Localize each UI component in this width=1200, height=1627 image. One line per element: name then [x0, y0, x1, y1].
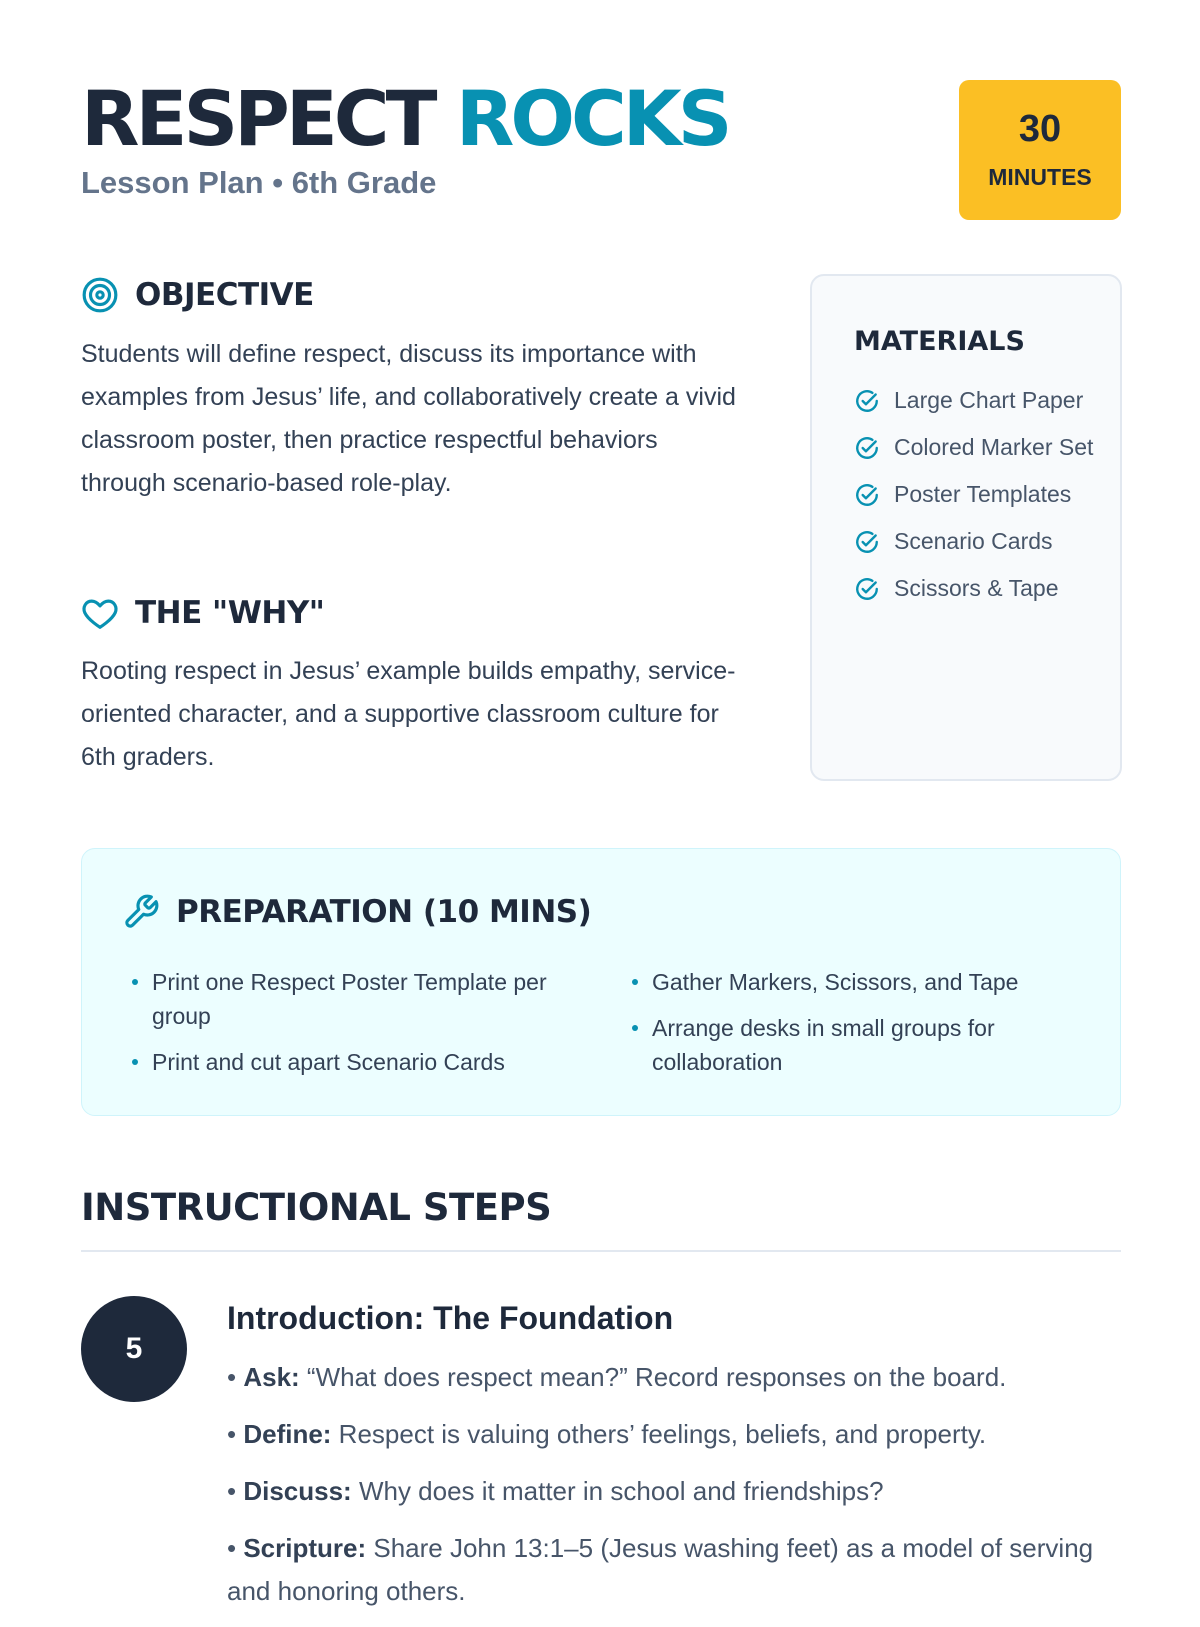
list-item: • Define: Respect is valuing others’ feelings, beliefs, and property. — [227, 1419, 987, 1449]
step-item-label: Scripture: — [243, 1533, 367, 1563]
page-subtitle: Lesson Plan • 6th Grade — [81, 165, 437, 200]
material-item — [854, 572, 1094, 605]
step-item-text: Respect is valuing others’ feelings, beliefs, and property. — [331, 1419, 987, 1449]
materials-list — [854, 384, 1094, 619]
step-item-text: “What does respect mean?” Record responses on the board. — [299, 1362, 1007, 1392]
list-item: • Discuss: Why does it matter in school and friendships? — [227, 1476, 884, 1506]
preparation-heading: PREPARATION (10 MINS) — [176, 894, 592, 930]
preparation-card — [81, 848, 1121, 1116]
list-item — [632, 1011, 1072, 1079]
material-label: Poster Templates — [894, 481, 1072, 507]
bullet-dot — [132, 979, 138, 985]
title-word-respect: RESPECT — [81, 74, 434, 163]
page-title — [81, 74, 728, 164]
preparation-header — [122, 893, 591, 931]
check-circle-icon — [854, 388, 880, 414]
list-item — [132, 1045, 572, 1079]
step-title: Introduction: The Foundation — [227, 1300, 674, 1336]
material-item — [854, 384, 1094, 417]
materials-heading: MATERIALS — [854, 326, 1025, 357]
check-circle-icon — [854, 576, 880, 602]
prep-item-text: Print one Respect Poster Template per group — [152, 969, 547, 1029]
material-item — [854, 525, 1094, 558]
materials-card — [810, 274, 1122, 781]
material-label: Scissors & Tape — [894, 575, 1059, 601]
material-label: Scenario Cards — [894, 528, 1053, 554]
why-heading: THE "WHY" — [135, 595, 325, 631]
preparation-list-left — [132, 965, 572, 1091]
duration-unit: MINUTES — [988, 164, 1092, 190]
step-items — [227, 1356, 1107, 1627]
objective-text: Students will define respect, discuss its importance with examples from Jesus’ life, and collaboratively create a vivid classroom poster, then practice respectful behaviors through scenario-based role-play. — [81, 340, 736, 497]
step-number-badge: 5 — [81, 1296, 187, 1402]
list-item — [132, 965, 572, 1033]
objective-header — [81, 276, 314, 314]
material-label: Colored Marker Set — [894, 434, 1094, 460]
why-text: Rooting respect in Jesus’ example builds empathy, service-oriented character, and a supportive classroom culture for 6th graders. — [81, 657, 736, 771]
objective-heading: OBJECTIVE — [135, 277, 314, 313]
step-item-label: Define: — [243, 1419, 332, 1449]
check-circle-icon — [854, 482, 880, 508]
material-item — [854, 431, 1094, 464]
section-divider — [81, 1250, 1121, 1252]
preparation-list-right — [632, 965, 1072, 1091]
target-icon — [81, 276, 119, 314]
title-word-rocks: ROCKS — [455, 74, 729, 163]
bullet-dot — [132, 1059, 138, 1065]
why-header — [81, 594, 324, 632]
step-item-label: Discuss: — [243, 1476, 352, 1506]
prep-item-text: Print and cut apart Scenario Cards — [152, 1049, 505, 1075]
heart-icon — [81, 594, 119, 632]
check-circle-icon — [854, 529, 880, 555]
list-item: • Scripture: Share John 13:1–5 (Jesus washing feet) as a model of serving and honoring others. — [227, 1533, 1094, 1606]
bullet-dot — [632, 1025, 638, 1031]
step-item-label: Ask: — [243, 1362, 300, 1392]
duration-value: 30 — [1018, 108, 1062, 150]
step-item-text: Share John 13:1–5 (Jesus washing feet) as a model of serving and honoring others. — [227, 1533, 1094, 1606]
bullet-dot — [632, 979, 638, 985]
list-item — [632, 965, 1072, 999]
list-item: • Ask: “What does respect mean?” Record responses on the board. — [227, 1362, 1007, 1392]
prep-item-text: Arrange desks in small groups for collaboration — [652, 1015, 995, 1075]
check-circle-icon — [854, 435, 880, 461]
wrench-icon — [122, 893, 160, 931]
step-item-text: Why does it matter in school and friendships? — [351, 1476, 884, 1506]
material-label: Large Chart Paper — [894, 387, 1084, 413]
material-item — [854, 478, 1094, 511]
steps-heading: INSTRUCTIONAL STEPS — [81, 1186, 552, 1229]
prep-item-text: Gather Markers, Scissors, and Tape — [652, 969, 1019, 995]
duration-badge — [959, 80, 1121, 220]
